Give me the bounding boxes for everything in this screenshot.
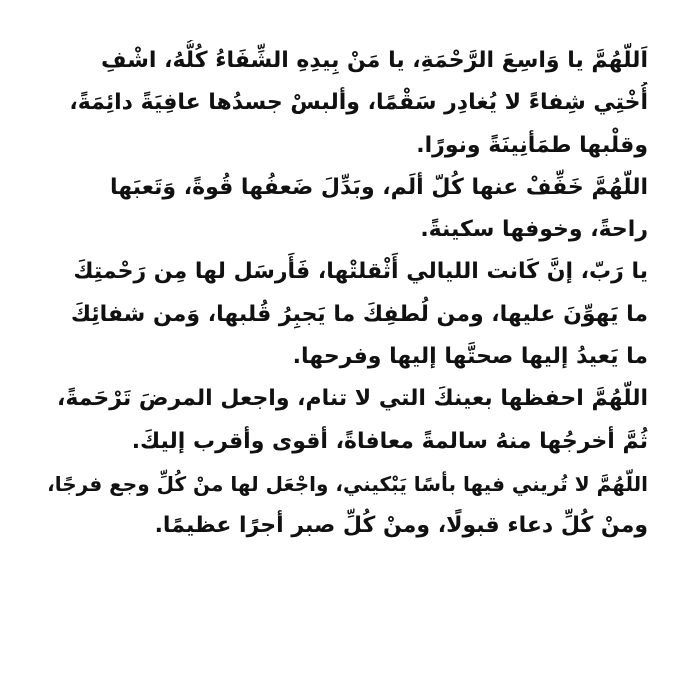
text-line-10: ثُمَّ أخرجُها منهُ سالمةً معافاةً، أقوى وأقرب إليكَ. — [131, 428, 648, 454]
text-line-8: ما يَعيدُ إليها صحتَّها إليها وفرحها. — [292, 344, 648, 370]
text-line-4: اللّهُمَّ خَفِّفْ عنها كُلّ ألَم، وبَدِّلَ ضَعفُها قُوةً، وَتَعبَها — [109, 174, 648, 200]
dua-text — [38, 40, 648, 548]
text-line-1: اَللّهُمَّ يا وَاسِعَ الرَّحْمَةِ، يا مَنْ بِيدِهِ الشِّفَاءُ كُلُّهُ، اشْفِ — [101, 48, 648, 73]
text-line-12: ومنْ كُلِّ دعاء قبولًا، ومنْ كُلِّ صبر أجرًا عظيمًا. — [154, 513, 648, 539]
text-line-5: راحةً، وخوفها سكينةً. — [420, 217, 648, 243]
text-line-6: يا رَبّ، إنَّ كَانت الليالي أَثْقلتْها، فَأَرسَل لها مِن رَحْمتِكَ — [73, 259, 648, 285]
text-line-2: أُخْتِي شِفاءً لا يُغادِر سَقْمًا، وألبسْ جسدُها عافِيَةً دائِمَةً، — [69, 90, 648, 116]
text-line-11: اللّهُمَّ لا تُريني فيها بأسًا يَبْكيني، واجْعَل لها منْ كُلِّ وجع فرجًا، — [47, 471, 648, 496]
text-line-7: ما يَهوِّنَ عليها، ومن لُطفِكَ ما يَجبِرُ قُلبها، وَمن شفائِكَ — [70, 301, 648, 327]
text-line-9: اللّهُمَّ احفظها بعينكَ التي لا تنام، واجعل المرضَ تَرْحَمةً، — [56, 386, 648, 412]
text-line-3: وقلْبها طمَأنِينَةً ونورًا. — [416, 132, 648, 158]
